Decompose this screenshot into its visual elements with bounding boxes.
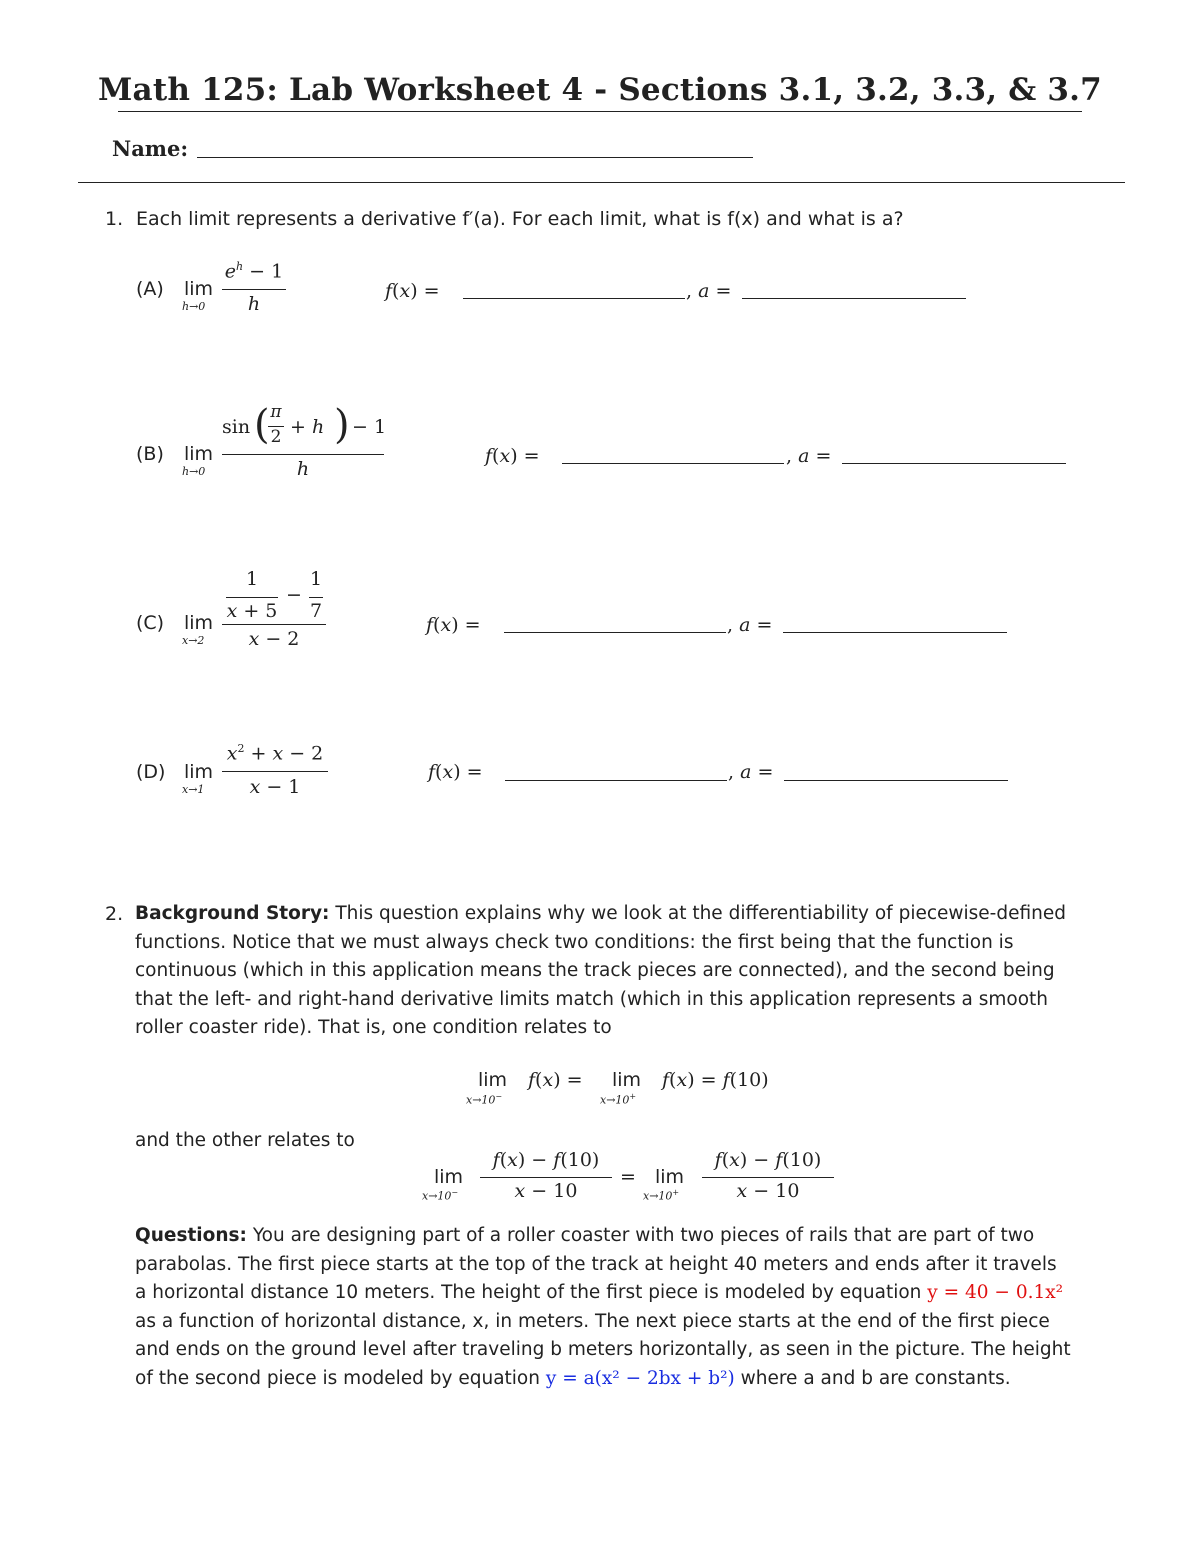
q-line: of the second piece is modeled by equation <box>135 1368 540 1389</box>
lim-operator: lim <box>184 443 214 465</box>
numerator: $x^2 + x - 2$ <box>226 742 324 765</box>
lim-operator: lim <box>184 612 214 634</box>
title-underline <box>118 111 1082 112</box>
background-story <box>135 900 1125 1050</box>
lim-operator: lim <box>184 278 214 300</box>
q2-number: 2. <box>105 903 124 925</box>
minus-sign: − <box>286 584 302 606</box>
a-label: , a = <box>727 614 773 636</box>
inner-numerator: 1 <box>245 568 259 590</box>
part-label: (B) <box>136 443 164 465</box>
left-paren: ( <box>254 402 270 448</box>
lim-operator: lim <box>184 761 214 783</box>
header-divider <box>78 182 1125 183</box>
two: 2 <box>270 427 282 447</box>
other-relates-text: and the other relates to <box>135 1130 355 1151</box>
fx-equals-f10: f(x) = f(10) <box>662 1069 769 1091</box>
fraction-bar <box>222 624 326 625</box>
numerator: f(x) − f(10) <box>492 1149 600 1171</box>
lim-subscript: x→10+ <box>643 1188 680 1203</box>
q1-prompt: Each limit represents a derivative f′(a). For each limit, what is f(x) and what is a? <box>136 208 904 230</box>
lim-operator: lim <box>478 1069 508 1091</box>
inner-numerator: 1 <box>309 568 323 590</box>
q1-number: 1. <box>105 208 124 230</box>
lim-subscript: h→0 <box>182 465 206 478</box>
lim-subscript: x→1 <box>182 783 205 796</box>
questions-heading: Questions: <box>135 1225 247 1246</box>
lim-subscript: x→2 <box>182 634 205 647</box>
part-label: (A) <box>136 278 164 300</box>
questions-paragraph <box>135 1222 1125 1402</box>
denominator: x − 2 <box>248 628 300 650</box>
a-answer-blank[interactable] <box>783 632 1007 633</box>
name-field-line[interactable] <box>197 157 753 158</box>
denominator: x − 10 <box>514 1180 578 1202</box>
fraction-bar <box>222 454 384 455</box>
fraction-bar <box>702 1177 834 1178</box>
inner-denominator: 7 <box>309 600 323 622</box>
q-line: You are designing part of a roller coaster with two pieces of rails that are part of two <box>252 1225 1035 1246</box>
fraction-bar <box>480 1177 612 1178</box>
page-title: Math 125: Lab Worksheet 4 - Sections 3.1, 3.2, 3.3, & 3.7 <box>98 72 1102 108</box>
fx-label: f(x) = <box>385 280 440 302</box>
pi: π <box>270 402 282 422</box>
lim-operator: lim <box>655 1166 685 1188</box>
equals: = <box>620 1166 636 1188</box>
lim-operator: lim <box>612 1069 642 1091</box>
numerator: f(x) − f(10) <box>714 1149 822 1171</box>
bg-heading: Background Story: <box>135 903 330 924</box>
a-answer-blank[interactable] <box>842 463 1066 464</box>
red-equation: y = 40 − 0.1x² <box>927 1282 1064 1304</box>
plus-h: + h <box>290 416 325 438</box>
lim-subscript: h→0 <box>182 300 206 313</box>
fraction-bar <box>222 771 328 772</box>
bg-line: roller coaster ride). That is, one condition relates to <box>135 1017 612 1039</box>
a-answer-blank[interactable] <box>784 780 1008 781</box>
a-answer-blank[interactable] <box>742 298 966 299</box>
blue-equation: y = a(x² − 2bx + b²) <box>545 1368 735 1389</box>
fx-answer-blank[interactable] <box>562 463 784 464</box>
numerator: sin <box>222 416 251 438</box>
lim-subscript: x→10− <box>466 1092 503 1107</box>
inner-denominator: x + 5 <box>226 600 278 622</box>
fx-answer-blank[interactable] <box>463 298 685 299</box>
a-label: , a = <box>686 280 732 302</box>
a-label: , a = <box>786 445 832 467</box>
denominator: h <box>247 293 261 315</box>
fx-label: f(x) = <box>426 614 481 636</box>
fx-label: f(x) = <box>485 445 540 467</box>
part-label: (D) <box>136 761 166 783</box>
q-line: as a function of horizontal distance, x, in meters. The next piece starts at the end of the first piece <box>135 1310 1050 1332</box>
fraction-bar <box>222 289 286 290</box>
inner-fraction-bar <box>226 597 278 598</box>
name-label: Name: <box>112 136 189 161</box>
bg-line: that the left- and right-hand derivative limits match (which in this application represents a smooth <box>135 988 1049 1010</box>
numerator: $e^h - 1$ <box>224 260 284 283</box>
inner-fraction-bar <box>309 597 323 598</box>
bg-line: continuous (which in this application means the track pieces are connected), and the second being <box>135 960 1055 982</box>
lim-subscript: x→10+ <box>600 1092 637 1107</box>
q-line: parabolas. The first piece starts at the top of the track at height 40 meters and ends after it travels <box>135 1253 1057 1275</box>
q-line: where a and b are constants. <box>740 1368 1011 1389</box>
fx-answer-blank[interactable] <box>504 632 726 633</box>
q-line: a horizontal distance 10 meters. The height of the first piece is modeled by equation <box>135 1282 922 1304</box>
denominator: h <box>296 458 310 480</box>
bg-line: This question explains why we look at the differentiability of piecewise-defined <box>335 903 1066 924</box>
denominator: x − 10 <box>736 1180 800 1202</box>
fx-answer-blank[interactable] <box>505 780 727 781</box>
lim-subscript: x→10− <box>422 1188 459 1203</box>
part-label: (C) <box>136 612 165 634</box>
lim-operator: lim <box>434 1166 464 1188</box>
fx: f(x) = <box>528 1069 583 1091</box>
right-paren: ) <box>334 402 350 448</box>
denominator: x − 1 <box>249 776 301 798</box>
fx-label: f(x) = <box>428 761 483 783</box>
a-label: , a = <box>728 761 774 783</box>
q-line: and ends on the ground level after traveling b meters horizontally, as seen in the picture. The height <box>135 1339 1071 1361</box>
minus-one: − 1 <box>352 416 387 438</box>
bg-line: functions. Notice that we must always check two conditions: the first being that the function is <box>135 931 1014 953</box>
